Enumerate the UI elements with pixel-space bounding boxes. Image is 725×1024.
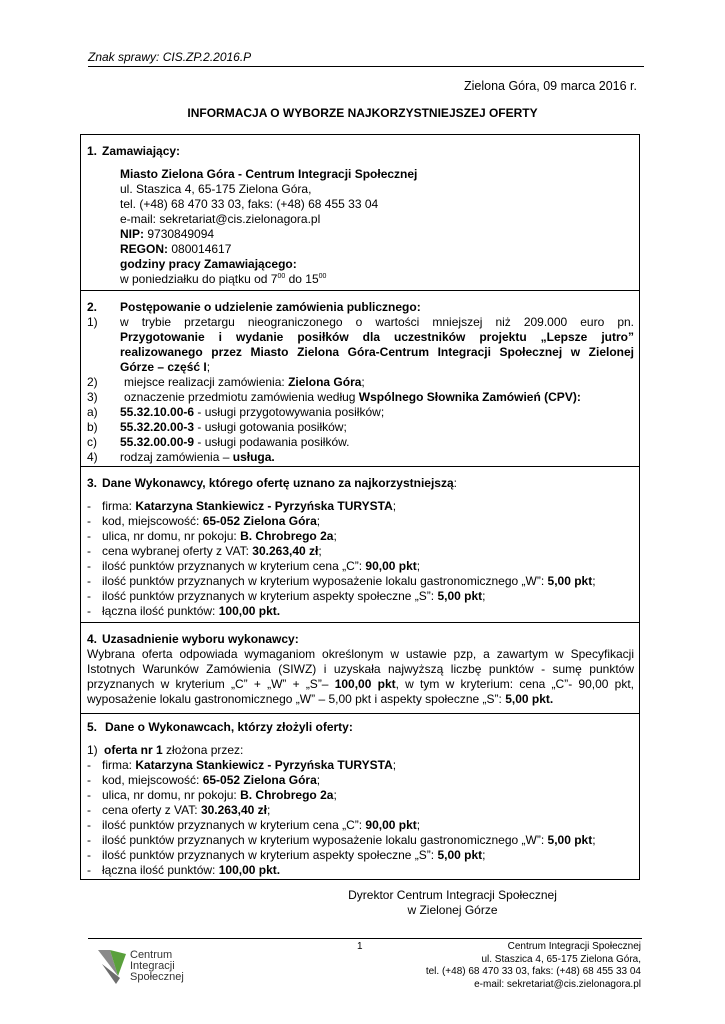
bullet-dash: -: [87, 514, 91, 528]
bidder-points-c: ilość punktów przyznanych w kryterium cena „C”: 90,00 pkt;: [102, 818, 421, 832]
bidder-firm: firma: Katarzyna Stankiewicz - Pyrzyńska TURYSTA;: [102, 758, 397, 772]
bullet-dash: -: [87, 818, 91, 832]
footer-contact: [426, 941, 641, 991]
bullet-dash: -: [87, 559, 91, 573]
item-3-number: 3): [87, 390, 98, 404]
bullet-dash: -: [87, 863, 91, 877]
section-procedure: [80, 290, 640, 467]
contractor-postcode: kod, miejscowość: 65-052 Zielona Góra;: [102, 514, 321, 528]
bidder-postcode: kod, miejscowość: 65-052 Zielona Góra;: [102, 773, 321, 787]
justification-line-4: wyposażenie lokalu gastronomicznego „W” – 5,00 pkt i aspekty społeczne „S”: 5,00 pkt.: [87, 692, 554, 706]
contractor-points-c: ilość punktów przyznanych w kryterium cena „C”: 90,00 pkt;: [102, 559, 421, 573]
authority-name: Miasto Zielona Góra - Centrum Integracji Społecznej: [120, 167, 418, 181]
item-a-letter: a): [87, 405, 98, 419]
bullet-dash: -: [87, 529, 91, 543]
footer-org-name: Centrum Integracji Społecznej: [507, 941, 641, 952]
item-2-number: 2): [87, 375, 98, 389]
working-hours: w poniedziałku do piątku od $7^{00}$ do $15^{00}$: [120, 272, 327, 286]
document-title: INFORMACJA O WYBORZE NAJKORZYSTNIEJSZEJ OFERTY: [187, 106, 538, 120]
cpv-code-b: 55.32.20.00-3 - usługi gotowania posiłków;: [120, 420, 347, 434]
item-1-line-2: Przygotowanie i wydanie posiłków dla uczestników projektu „Lepsze jutro”: [120, 330, 634, 344]
section-2-number: 2.: [87, 300, 98, 314]
bullet-dash: -: [87, 848, 91, 862]
item-1-line-4: Górze – część I;: [120, 360, 211, 374]
signature-location: w Zielonej Górze: [407, 903, 498, 917]
authority-phone: tel. (+48) 68 470 33 03, faks: (+48) 68 455 33 04: [120, 197, 379, 211]
item-2-text: miejsce realizacji zamówienia: Zielona Góra;: [124, 375, 365, 389]
page-number: 1: [357, 941, 363, 952]
section-5-number: 5.: [87, 720, 98, 734]
offer-1-intro: oferta nr 1 złożona przez:: [104, 743, 244, 757]
cpv-code-a: 55.32.10.00-6 - usługi przygotowywania posiłków;: [120, 405, 385, 419]
bidder-price: cena oferty z VAT: 30.263,40 zł;: [102, 803, 271, 817]
justification-line-3: przyznanych w kryterium „C” + „W” + „S”– 100,00 pkt, w tym w kryterium: cena „C”- 90,00 pkt,: [87, 677, 635, 691]
bullet-dash: -: [87, 574, 91, 588]
section-4-number: 4.: [87, 632, 98, 646]
item-1-number: 1): [87, 315, 98, 329]
justification-line-2: Istotnych Warunków Zamówienia (SIWZ) i uzyskała najwyższą liczbę punktów - sumę punktów: [87, 662, 634, 676]
section-3-number: 3.: [87, 476, 98, 490]
item-4-text: rodzaj zamówienia – usługa.: [120, 450, 275, 464]
working-hours-label: godziny pracy Zamawiającego:: [120, 257, 297, 271]
item-c-letter: c): [87, 435, 97, 449]
footer-divider: [88, 938, 642, 939]
bullet-dash: -: [87, 544, 91, 558]
justification-line-1: Wybrana oferta odpowiada wymaganiom określonym w ustawie pzp, a zawartym w Specyfikacji: [87, 647, 634, 661]
item-1-line-1: w trybie przetargu nieograniczonego o wartości mniejszej niż 209.000 euro pn.: [120, 315, 634, 329]
bidder-street: ulica, nr domu, nr pokoju: B. Chrobrego 2a;: [102, 788, 337, 802]
offer-number-label: 1): [87, 743, 98, 757]
cpv-code-c: 55.32.00.00-9 - usługi podawania posiłków.: [120, 435, 350, 449]
bullet-dash: -: [87, 833, 91, 847]
bidder-total-points: łączna ilość punktów: 100,00 pkt.: [102, 863, 281, 877]
header-divider: [88, 66, 644, 67]
section-contracting-authority: [80, 134, 640, 291]
section-bidders: [80, 713, 640, 880]
item-4-number: 4): [87, 450, 98, 464]
contractor-price: cena wybranej oferty z VAT: 30.263,40 zł;: [102, 544, 322, 558]
signature-title: Dyrektor Centrum Integracji Społecznej: [348, 888, 557, 902]
logo-wordmark: Centrum Integracji Społecznej: [130, 949, 184, 983]
bidder-points-w: ilość punktów przyznanych w kryterium wyposażenie lokalu gastronomicznego „W”: 5,00 pkt;: [102, 833, 596, 847]
item-3-text: oznaczenie przedmiotu zamówienia według Wspólnego Słownika Zamówień (CPV):: [124, 390, 581, 404]
bullet-dash: -: [87, 803, 91, 817]
bullet-dash: -: [87, 604, 91, 618]
contractor-street: ulica, nr domu, nr pokoju: B. Chrobrego 2a;: [102, 529, 337, 543]
footer-email: e-mail: sekretariat@cis.zielonagora.pl: [474, 978, 641, 990]
authority-email: e-mail: sekretariat@cis.zielonagora.pl: [120, 212, 321, 226]
section-selected-contractor: [80, 466, 640, 623]
section-3-heading: Dane Wykonawcy, którego ofertę uznano za najkorzystniejszą:: [102, 476, 457, 490]
bullet-dash: -: [87, 499, 91, 513]
contractor-points-w: ilość punktów przyznanych w kryterium wyposażenie lokalu gastronomicznego „W”: 5,00 pkt;: [102, 574, 596, 588]
item-b-letter: b): [87, 420, 98, 434]
bullet-dash: -: [87, 589, 91, 603]
section-5-heading: Dane o Wykonawcach, którzy złożyli oferty:: [105, 720, 353, 734]
authority-address: ul. Staszica 4, 65-175 Zielona Góra,: [120, 182, 312, 196]
contractor-total-points: łączna ilość punktów: 100,00 pkt.: [102, 604, 281, 618]
section-2-heading: Postępowanie o udzielenie zamówienia publicznego:: [120, 300, 421, 314]
footer-phone: tel. (+48) 68 470 33 03, faks: (+48) 68 455 33 04: [425, 966, 641, 977]
footer-address: ul. Staszica 4, 65-175 Zielona Góra,: [481, 953, 641, 965]
section-1-number: 1.: [87, 144, 98, 158]
bullet-dash: -: [87, 773, 91, 787]
item-1-line-3: realizowanego przez Miasto Zielona Góra-Centrum Integracji Społecznej w Zielonej: [120, 345, 634, 359]
contractor-points-s: ilość punktów przyznanych w kryterium aspekty społeczne „S”: 5,00 pkt;: [102, 589, 486, 603]
authority-nip: NIP: 9730849094: [120, 227, 215, 241]
bidder-points-s: ilość punktów przyznanych w kryterium aspekty społeczne „S”: 5,00 pkt;: [102, 848, 486, 862]
authority-regon: REGON: 080014617: [120, 242, 232, 256]
case-reference: Znak sprawy: CIS.ZP.2.2016.P: [88, 50, 252, 64]
section-4-heading: Uzasadnienie wyboru wykonawcy:: [102, 632, 299, 646]
bullet-dash: -: [87, 788, 91, 802]
contractor-firm: firma: Katarzyna Stankiewicz - Pyrzyńska TURYSTA;: [102, 499, 397, 513]
place-date: Zielona Góra, 09 marca 2016 r.: [463, 79, 637, 93]
section-1-heading: Zamawiający:: [102, 144, 181, 158]
section-justification: [80, 622, 640, 714]
bullet-dash: -: [87, 758, 91, 772]
